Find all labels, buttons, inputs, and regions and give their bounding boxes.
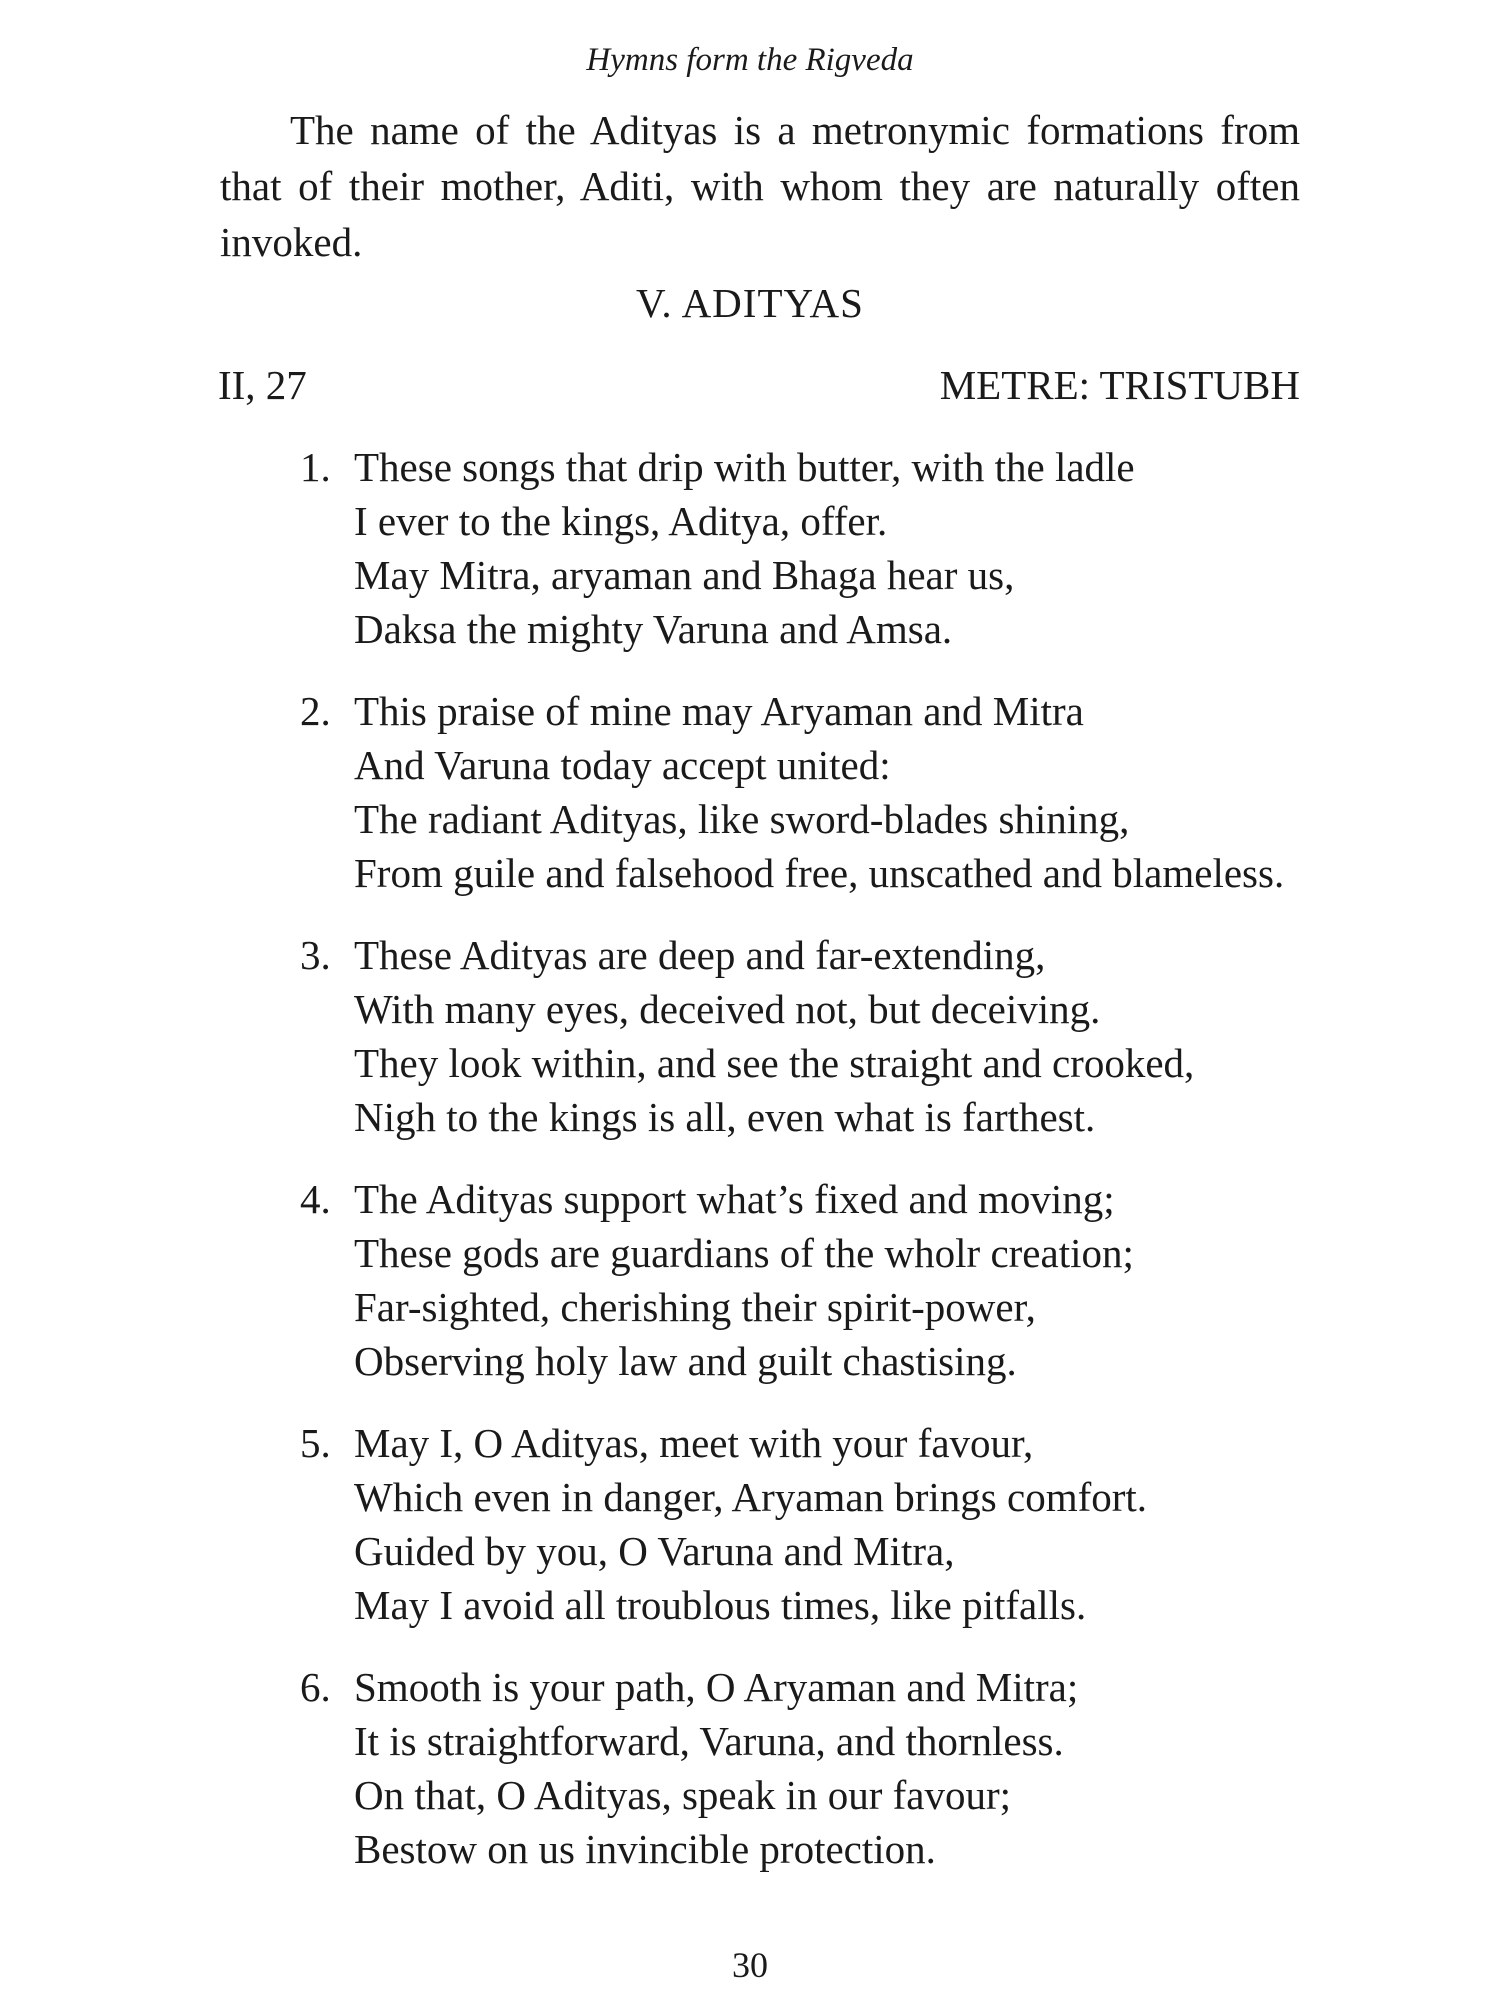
verse-line: I ever to the kings, Aditya, offer.: [354, 498, 888, 544]
verse-number: 4.: [300, 1176, 331, 1222]
verse-line: Smooth is your path, O Aryaman and Mitra;: [354, 1664, 1079, 1710]
verse-line: Which even in danger, Aryaman brings comfort.: [354, 1474, 1148, 1520]
page-number: 30: [732, 1945, 768, 1985]
verse-line: This praise of mine may Aryaman and Mitra: [354, 688, 1084, 734]
verse-line: Far-sighted, cherishing their spirit-power,: [354, 1284, 1036, 1330]
verse-line: May I avoid all troublous times, like pitfalls.: [354, 1582, 1087, 1628]
verse-number: 2.: [300, 688, 331, 734]
verse-line: The Adityas support what’s fixed and moving;: [354, 1176, 1115, 1222]
verse-line: The radiant Adityas, like sword-blades shining,: [354, 796, 1130, 842]
verse-line: From guile and falsehood free, unscathed and blameless.: [354, 850, 1285, 896]
verse-line: It is straightforward, Varuna, and thornless.: [354, 1718, 1064, 1764]
hymn-reference: II, 27: [218, 362, 307, 408]
verse-number: 6.: [300, 1664, 331, 1710]
verse-number: 5.: [300, 1420, 331, 1466]
intro-paragraph: The name of the Adityas is a metronymic formations from that of their mother, Aditi, with whom they are naturally often invoked.: [220, 107, 1300, 265]
verse-line: Nigh to the kings is all, even what is farthest.: [354, 1094, 1096, 1140]
verse-line: And Varuna today accept united:: [354, 742, 891, 788]
verse-line: They look within, and see the straight and crooked,: [354, 1040, 1195, 1086]
verse-number: 3.: [300, 932, 331, 978]
verse-number: 1.: [300, 444, 331, 490]
verse-line: Daksa the mighty Varuna and Amsa.: [354, 606, 953, 652]
verse-line: Bestow on us invincible protection.: [354, 1826, 936, 1872]
hymn-metre: METRE: TRISTUBH: [939, 362, 1300, 408]
verse-line: These songs that drip with butter, with the ladle: [354, 444, 1135, 490]
verse-line: May Mitra, aryaman and Bhaga hear us,: [354, 552, 1015, 598]
verse-2: [300, 684, 1300, 900]
verse-3: [300, 928, 1300, 1144]
verse-line: With many eyes, deceived not, but deceiving.: [354, 986, 1101, 1032]
verse-6: [300, 1660, 1300, 1876]
verse-line: On that, O Adityas, speak in our favour;: [354, 1772, 1012, 1818]
verse-1: [300, 440, 1300, 656]
verse-line: These Adityas are deep and far-extending,: [354, 932, 1046, 978]
verse-line: May I, O Adityas, meet with your favour,: [354, 1420, 1034, 1466]
verse-line: Observing holy law and guilt chastising.: [354, 1338, 1017, 1384]
verse-4: [300, 1172, 1300, 1388]
hymn-meta-row: [218, 360, 1300, 410]
verse-list: [300, 440, 1300, 1904]
verse-5: [300, 1416, 1300, 1632]
section-title: V. ADITYAS: [636, 280, 864, 326]
verse-line: Guided by you, O Varuna and Mitra,: [354, 1528, 955, 1574]
running-header: Hymns form the Rigveda: [586, 42, 914, 78]
verse-line: These gods are guardians of the wholr creation;: [354, 1230, 1134, 1276]
